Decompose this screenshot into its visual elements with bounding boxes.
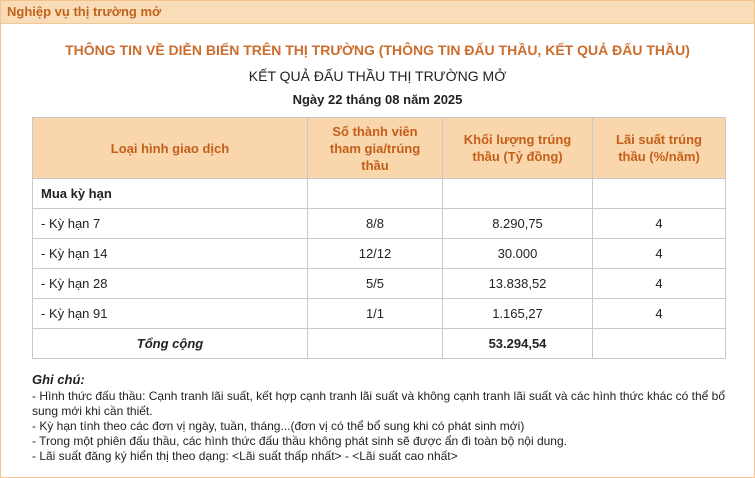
note-item: - Hình thức đấu thầu: Cạnh tranh lãi suất, kết hợp cạnh tranh lãi suất và không cạnh tranh lãi suất và các hình thức khác có thể bổ sung mới khi cần thiết.	[32, 389, 726, 418]
cell-type: - Kỳ hạn 7	[33, 209, 308, 239]
panel-header: Nghiệp vụ thị trường mở	[1, 1, 754, 24]
cell-rate: 4	[593, 299, 726, 329]
cell-rate: 4	[593, 269, 726, 299]
cell-rate: 4	[593, 239, 726, 269]
total-label: Tổng cộng	[33, 329, 308, 359]
note-item: - Kỳ hạn tính theo các đơn vị ngày, tuần, tháng...(đơn vị có thể bổ sung khi có phát sinh mới)	[32, 419, 525, 433]
notes-section	[32, 372, 732, 464]
note-item: - Trong một phiên đấu thầu, các hình thức đấu thầu không phát sinh sẽ được ẩn đi toàn bộ nội dung.	[32, 434, 567, 448]
cell-volume: 13.838,52	[443, 269, 593, 299]
cell-volume: 1.165,27	[443, 299, 593, 329]
note-item: - Lãi suất đăng ký hiển thị theo dạng: <Lãi suất thấp nhất> - <Lãi suất cao nhất>	[32, 449, 458, 463]
cell-members: 1/1	[308, 299, 443, 329]
total-volume: 53.294,54	[443, 329, 593, 359]
table-cell	[593, 179, 726, 209]
table-row	[33, 299, 726, 329]
table-group-row	[33, 179, 726, 209]
auction-results-table	[32, 117, 726, 359]
column-header-volume: Khối lượng trúng thầu (Tỷ đồng)	[443, 118, 593, 179]
cell-members: 5/5	[308, 269, 443, 299]
table-cell	[308, 179, 443, 209]
column-header-type: Loại hình giao dịch	[33, 118, 308, 179]
report-date: Ngày 22 tháng 08 năm 2025	[292, 92, 463, 107]
cell-type: - Kỳ hạn 28	[33, 269, 308, 299]
cell-type: - Kỳ hạn 14	[33, 239, 308, 269]
table-cell	[593, 329, 726, 359]
report-subtitle: KẾT QUẢ ĐẤU THẦU THỊ TRƯỜNG MỞ	[248, 68, 507, 84]
notes-heading: Ghi chú:	[32, 372, 85, 387]
table-cell	[443, 179, 593, 209]
report-title: THÔNG TIN VỀ DIỄN BIẾN TRÊN THỊ TRƯỜNG (THÔNG TIN ĐẤU THẦU, KẾT QUẢ ĐẤU THẦU)	[65, 42, 690, 58]
table-cell	[308, 329, 443, 359]
cell-volume: 30.000	[443, 239, 593, 269]
group-label: Mua kỳ hạn	[33, 179, 308, 209]
table-header-row	[33, 118, 726, 179]
cell-members: 12/12	[308, 239, 443, 269]
table-row	[33, 209, 726, 239]
cell-type: - Kỳ hạn 91	[33, 299, 308, 329]
cell-volume: 8.290,75	[443, 209, 593, 239]
table-row	[33, 239, 726, 269]
column-header-rate: Lãi suất trúng thầu (%/năm)	[593, 118, 726, 179]
table-row	[33, 269, 726, 299]
table-total-row	[33, 329, 726, 359]
cell-members: 8/8	[308, 209, 443, 239]
column-header-members: Số thành viên tham gia/trúng thầu	[308, 118, 443, 179]
cell-rate: 4	[593, 209, 726, 239]
